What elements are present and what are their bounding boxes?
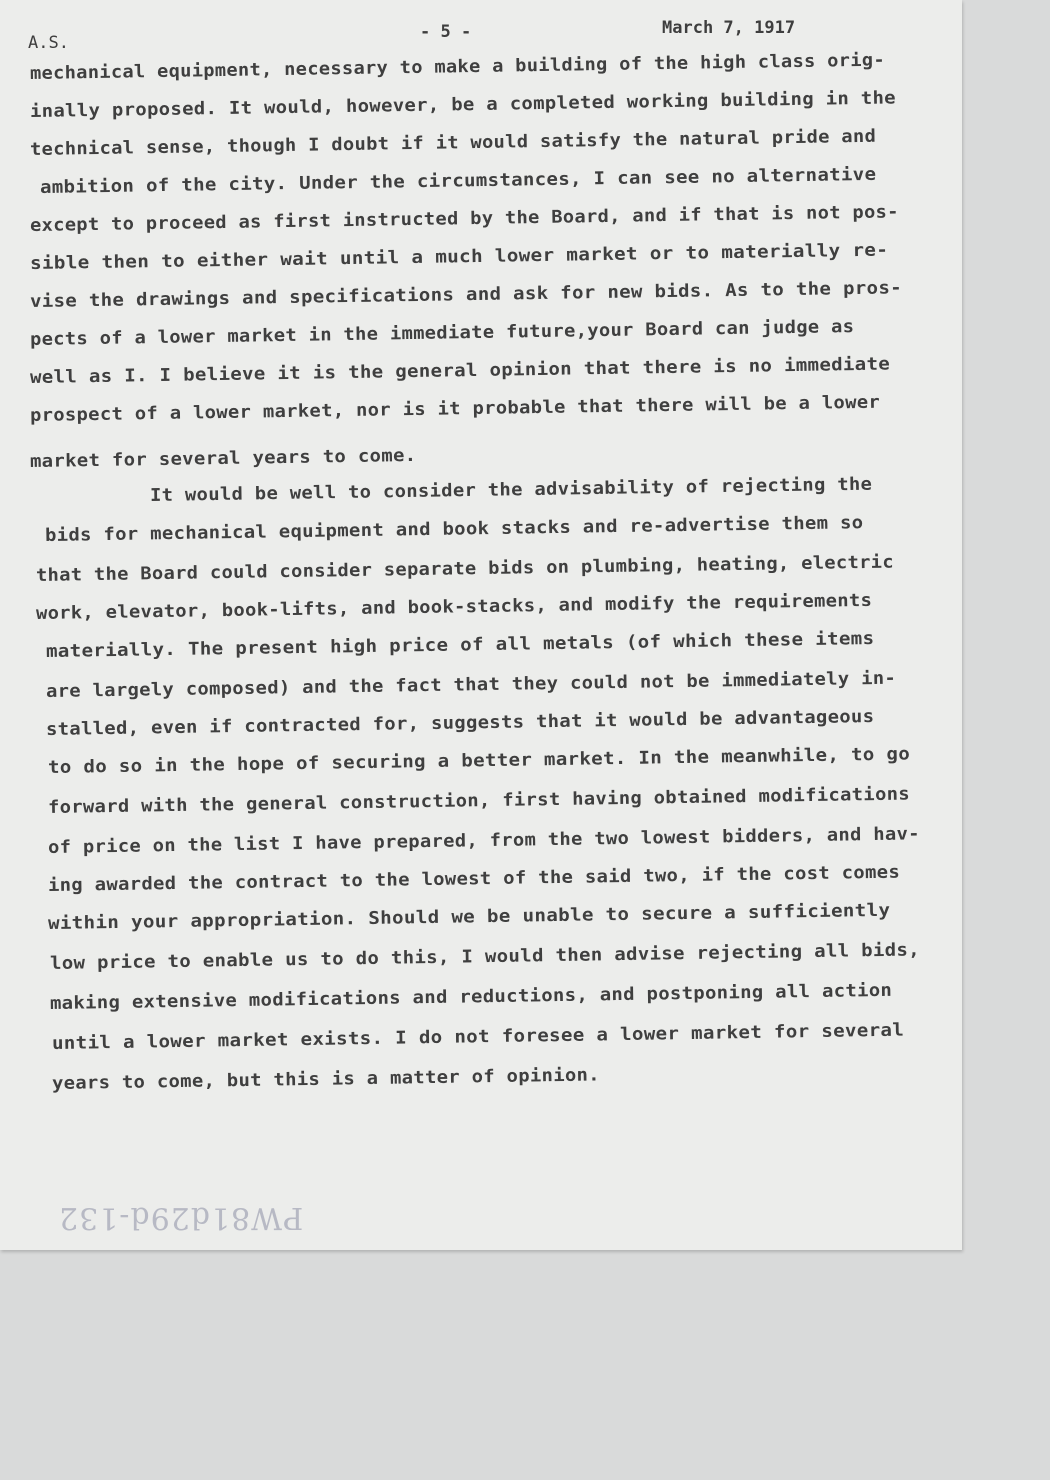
body-line: market for several years to come. bbox=[29, 445, 417, 472]
body-line: ambition of the city. Under the circumstances, I can see no alternative bbox=[39, 164, 877, 198]
body-line: of price on the list I have prepared, from the two lowest bidders, and hav- bbox=[47, 824, 920, 858]
body-line: within your appropriation. Should we be unable to secure a sufficiently bbox=[47, 900, 891, 934]
body-line: bids for mechanical equipment and book stacks and re-advertise them so bbox=[44, 513, 864, 546]
body-line: making extensive modifications and reductions, and postponing all action bbox=[49, 980, 893, 1014]
body-line: vise the drawings and specifications and ask for new bids. As to the pros- bbox=[29, 278, 903, 312]
page-number: - 5 - bbox=[420, 22, 472, 42]
body-line: inally proposed. It would, however, be a completed working building in the bbox=[29, 88, 897, 122]
letter-date: March 7, 1917 bbox=[662, 18, 796, 38]
body-line: that the Board could consider separate bids on plumbing, heating, electric bbox=[35, 552, 895, 586]
body-line: materially. The present high price of all metals (of which these items bbox=[45, 628, 875, 662]
body-line: technical sense, though I doubt if it would satisfy the natural pride and bbox=[29, 126, 877, 160]
body-line: work, elevator, book-lifts, and book-stacks, and modify the requirements bbox=[35, 590, 873, 624]
body-line: years to come, but this is a matter of opinion. bbox=[51, 1065, 601, 1094]
body-line: except to proceed as first instructed by the Board, and if that is not pos- bbox=[29, 202, 899, 236]
body-line: forward with the general construction, first having obtained modifications bbox=[47, 784, 911, 818]
body-line: sible then to either wait until a much lower market or to materially re- bbox=[29, 240, 889, 274]
body-line: stalled, even if contracted for, suggests that it would be advantageous bbox=[45, 706, 875, 740]
body-line: mechanical equipment, necessary to make a building of the high class orig- bbox=[29, 50, 886, 84]
body-line: well as I. I believe it is the general opinion that there is no immediate bbox=[29, 354, 891, 388]
author-initials: A.S. bbox=[28, 33, 69, 53]
body-line: prospect of a lower market, nor is it probable that there will be a lower bbox=[29, 392, 881, 426]
archive-handwritten-mark: PW81d29d-132 bbox=[58, 1200, 304, 1235]
body-line: pects of a lower market in the immediate future,your Board can judge as bbox=[29, 317, 855, 350]
body-line: ing awarded the contract to the lowest of the said two, if the cost comes bbox=[47, 862, 901, 896]
body-line: are largely composed) and the fact that they could not be immediately in- bbox=[45, 668, 897, 702]
body-line: It would be well to consider the advisability of rejecting the bbox=[149, 474, 873, 506]
body-line: low price to enable us to do this, I would then advise rejecting all bids, bbox=[49, 940, 921, 974]
body-line: until a lower market exists. I do not foresee a lower market for several bbox=[51, 1020, 905, 1054]
body-line: to do so in the hope of securing a better market. In the meanwhile, to go bbox=[47, 744, 911, 778]
